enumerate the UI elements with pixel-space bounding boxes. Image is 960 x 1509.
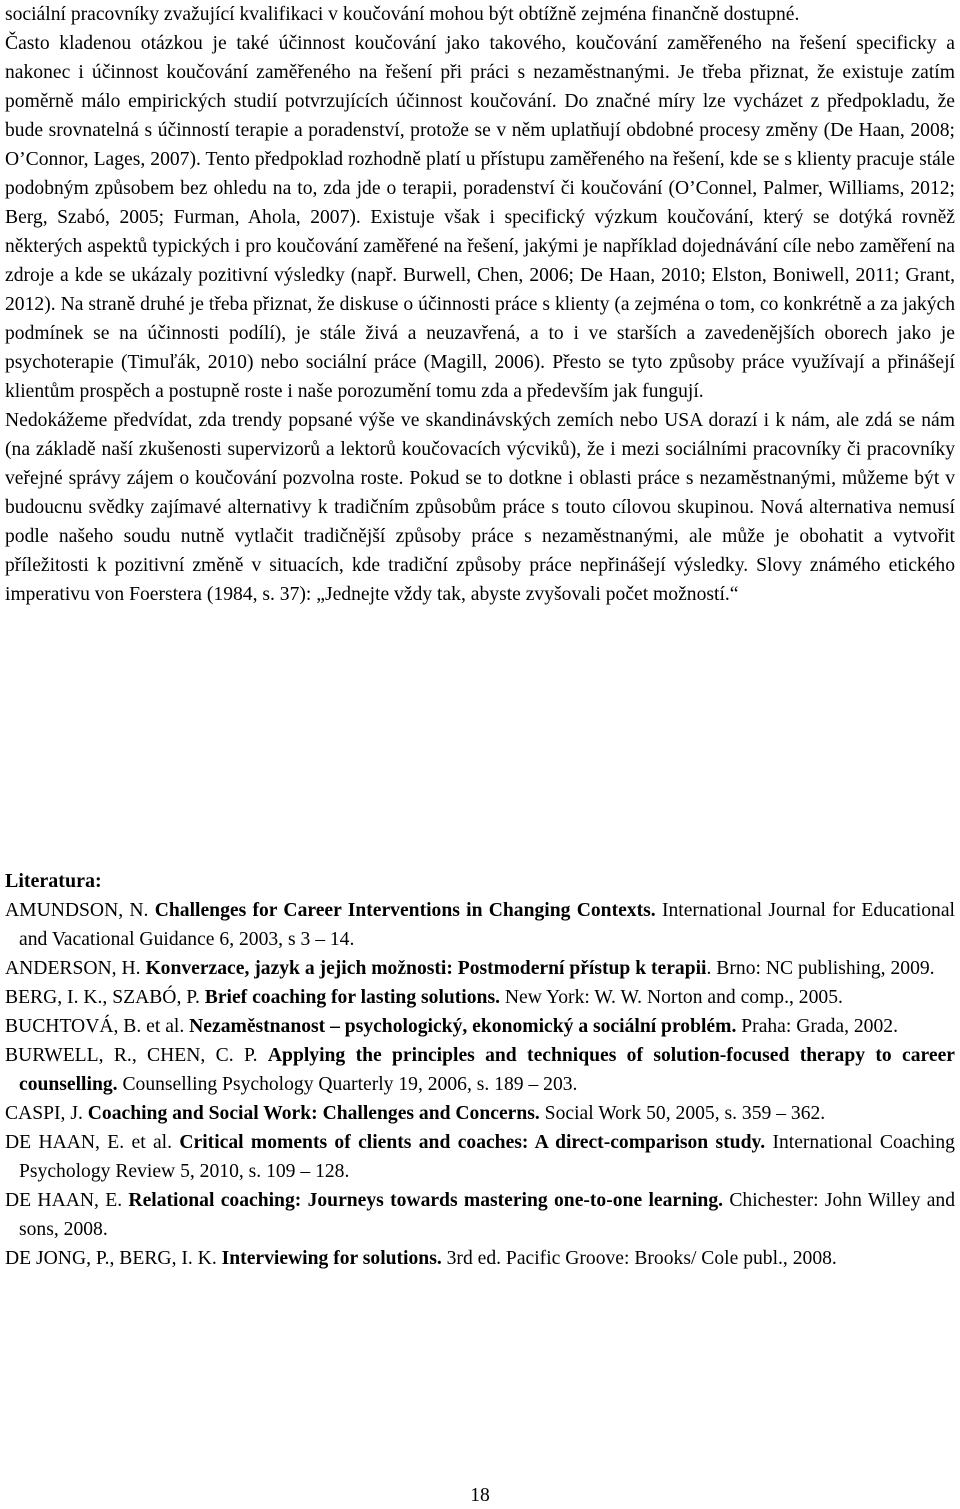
reference-authors: BUCHTOVÁ, B. et al.	[5, 1016, 185, 1037]
reference-authors: BERG, I. K., SZABÓ, P.	[5, 987, 200, 1008]
reference-title: Coaching and Social Work: Challenges and Concerns.	[87, 1103, 540, 1124]
reference-authors: ANDERSON, H.	[5, 958, 141, 979]
reference-source: Counselling Psychology Quarterly 19, 2006, s. 189 – 203.	[122, 1074, 578, 1095]
reference-authors: DE HAAN, E.	[5, 1190, 123, 1211]
reference-item	[5, 1041, 955, 1099]
body-paragraph: Nedokážeme předvídat, zda trendy popsané výše ve skandinávských zemích nebo USA dorazí i k nám, ale zdá se nám (na základě naší zkušenosti supervizorů a lektorů koučovacích výcviků), že i mezi sociálními pracovníky či pracovníky veřejné správy zájem o koučování pozvolna roste. Pokud se to dotkne i oblasti práce s nezaměstnanými, můžeme být v budoucnu svědky zajímavé alternativy k tradičním způsobům práce s touto cílovou skupinou. Nová alternativa nemusí podle našeho soudu nutně vytlačit tradičnější způsoby práce s nezaměstnanými, ale může je obohatit a vytvořit příležitosti k pozitivní změně v situacích, kde tradiční způsoby práce nepřinášejí výsledky. Slovy známého etického imperativu von Foerstera (1984, s. 37): „Jednejte vždy tak, abyste zvyšovali počet možností.“	[5, 410, 955, 605]
reference-title: Applying the principles and techniques of solution-focused therapy to career counselling.	[19, 1045, 955, 1095]
document-page	[5, 0, 955, 1269]
reference-item	[5, 954, 955, 983]
reference-source: 3rd ed. Pacific Groove: Brooks/ Cole publ., 2008.	[446, 1248, 837, 1269]
body-paragraph: Často kladenou otázkou je také účinnost koučování jako takového, koučování zaměřeného na řešení specificky a nakonec i účinnost koučování zaměřeného na řešení při práci s nezaměstnanými. Je třeba přiznat, že existuje zatím poměrně málo empirických studií potvrzujících účinnost koučování. Do značné míry lze vycházet z předpokladu, že bude srovnatelná s účinností terapie a poradenství, protože se v něm uplatňují obdobné procesy změny (De Haan, 2008; O’Connor, Lages, 2007). Tento předpoklad rozhodně platí u přístupu zaměřeného na řešení, kde se s klienty pracuje stále podobným způsobem bez ohledu na to, zda jde o terapii, poradenství či koučování (O’Connel, Palmer, Williams, 2012; Berg, Szabó, 2005; Furman, Ahola, 2007). Existuje však i specifický výzkum koučování, který se dotýká rovněž některých aspektů typických i pro koučování zaměřené na řešení, jakými je například dojednávání cíle nebo zaměření na zdroje a kde se ukázaly pozitivní výsledky (např. Burwell, Chen, 2006; De Haan, 2010; Elston, Boniwell, 2011; Grant, 2012). Na straně druhé je třeba přiznat, že diskuse o účinnosti práce s klienty (a zejména o tom, co konkrétně a za jakých podmínek se na účinnosti podílí), je stále živá a neuzavřená, a to i ve starších a zavedenějších oborech jako je psychoterapie (Timuľák, 2010) nebo sociální práce (Magill, 2006). Přesto se tyto způsoby práce využívají a přinášejí klientům prospěch a postupně roste i naše porozumění tomu zda a především jak fungují.	[5, 33, 955, 402]
reference-title: Interviewing for solutions.	[221, 1248, 442, 1269]
reference-authors: DE JONG, P., BERG, I. K.	[5, 1248, 217, 1269]
reference-title: Brief coaching for lasting solutions.	[204, 987, 500, 1008]
references-heading: Literatura:	[5, 870, 102, 892]
reference-authors: AMUNDSON, N.	[5, 900, 149, 921]
reference-source: Chichester: John Willey and sons, 2008.	[19, 1190, 955, 1240]
reference-source: International Journal for Educational and Vacational Guidance 6, 2003, s 3 – 14.	[19, 900, 955, 950]
reference-item	[5, 896, 955, 954]
reference-item	[5, 1186, 955, 1244]
reference-list	[5, 896, 955, 1273]
reference-title: Relational coaching: Journeys towards mastering one-to-one learning.	[128, 1190, 724, 1211]
reference-title: Challenges for Career Interventions in Changing Contexts.	[154, 900, 656, 921]
reference-item	[5, 1244, 955, 1273]
reference-title: Konverzace, jazyk a jejich možnosti: Postmoderní přístup k terapii	[145, 958, 707, 979]
reference-title: Nezaměstnanost – psychologický, ekonomický a sociální problém.	[189, 1016, 737, 1037]
reference-authors: DE HAAN, E. et al.	[5, 1132, 173, 1153]
reference-authors: BURWELL, R., CHEN, C. P.	[5, 1045, 258, 1066]
reference-source: . Brno: NC publishing, 2009.	[706, 958, 935, 979]
reference-item	[5, 1099, 955, 1128]
page-number: 18	[470, 1485, 490, 1506]
reference-source: New York: W. W. Norton and comp., 2005.	[504, 987, 843, 1008]
reference-authors: CASPI, J.	[5, 1103, 83, 1124]
reference-title: Critical moments of clients and coaches: A direct-comparison study.	[179, 1132, 766, 1153]
reference-item	[5, 983, 955, 1012]
reference-source: Social Work 50, 2005, s. 359 – 362.	[544, 1103, 826, 1124]
reference-source: International Coaching Psychology Review 5, 2010, s. 109 – 128.	[19, 1132, 955, 1182]
reference-item	[5, 1012, 955, 1041]
reference-item	[5, 1128, 955, 1186]
reference-source: Praha: Grada, 2002.	[741, 1016, 898, 1037]
body-paragraph: sociální pracovníky zvažující kvalifikaci v koučování mohou být obtížně zejména finančně dostupné.	[5, 4, 800, 25]
